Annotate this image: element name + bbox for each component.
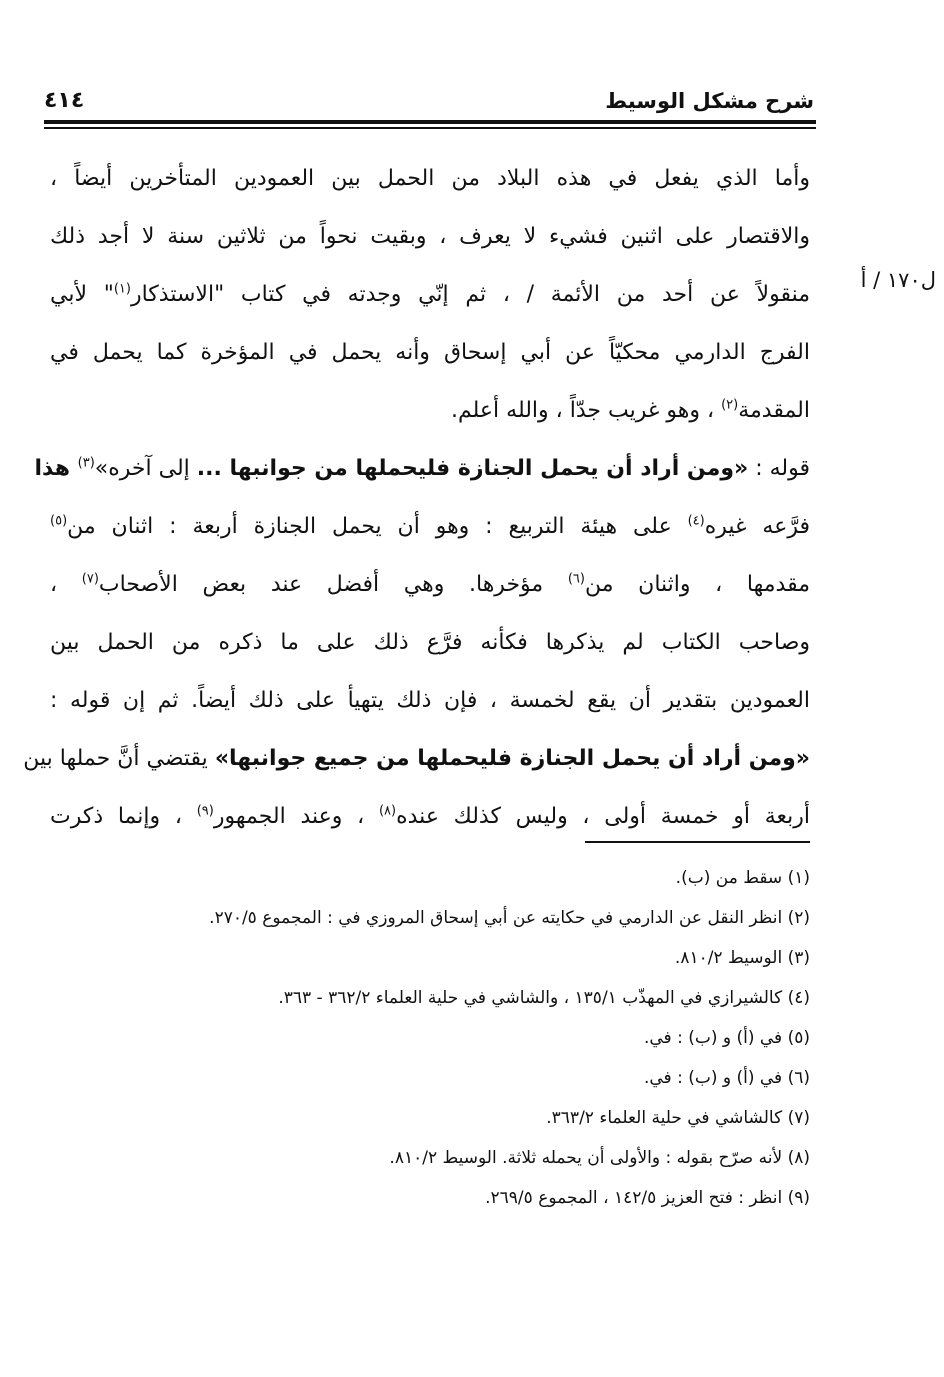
footnote: (٦) في (أ) و (ب) : في. xyxy=(643,1068,810,1088)
text-line xyxy=(23,730,810,788)
text-segment: أربعة أو خمسة أولى ، وليس كذلك عنده xyxy=(396,804,810,829)
text-segment: والاقتصار على اثنين فشيء لا يعرف ، وبقيت نحواً من ثلاثين سنة لا أجد ذلك xyxy=(50,224,810,249)
text-line xyxy=(34,440,810,498)
text-segment: إلى آخره» xyxy=(94,456,197,481)
footnote-marker: (٤) xyxy=(687,513,705,529)
quoted-text: «ومن أراد أن يحمل الجنازة فليحملها من جوانبها ... xyxy=(196,456,749,481)
page-header xyxy=(44,86,814,122)
text-line xyxy=(50,556,810,614)
footnote: (٨) لأنه صرّح بقوله : والأولى أن يحمله ثلاثة. الوسيط ٨١٠/٢. xyxy=(389,1148,810,1168)
footnote: (٤) كالشيرازي في المهذّب ١٣٥/١ ، والشاشي في حلية العلماء ٣٦٢/٢ - ٣٦٣. xyxy=(278,988,810,1008)
text-segment: ، xyxy=(50,572,82,597)
footnote: (٩) انظر : فتح العزيز ١٤٢/٥ ، المجموع ٢٦٩/٥. xyxy=(485,1188,810,1208)
text-segment: فرَّعه غيره xyxy=(704,514,810,539)
footnote-marker: (٨) xyxy=(378,803,397,819)
footnote-marker: (٥) xyxy=(50,513,68,529)
quoted-text: «ومن أراد أن يحمل الجنازة فليحملها من جميع جوانبها» xyxy=(214,746,810,771)
manuscript-folio-note: ل١٧٠ / أ xyxy=(860,268,936,292)
footnote: (٥) في (أ) و (ب) : في. xyxy=(643,1028,810,1048)
footnote-marker: (٣) xyxy=(77,455,95,471)
main-text xyxy=(23,150,810,846)
footnote: (٣) الوسيط ٨١٠/٢. xyxy=(674,948,810,968)
text-segment: الفرج الدارمي محكيّاً عن أبي إسحاق وأنه يحمل في المؤخرة كما يحمل في xyxy=(50,340,810,365)
text-segment: مؤخرها. وهي أفضل عند بعض الأصحاب xyxy=(98,572,568,597)
footnote-marker: (٧) xyxy=(81,571,99,587)
text-line xyxy=(50,324,810,382)
text-segment: على هيئة التربيع : وهو أن يحمل الجنازة أربعة : اثنان من xyxy=(67,514,688,539)
footnotes xyxy=(60,858,810,1218)
footnote-marker: (٦) xyxy=(567,571,585,587)
text-line xyxy=(50,150,810,208)
text-segment: مقدمها ، واثنان من xyxy=(584,572,810,597)
text-segment: قوله : xyxy=(748,456,810,481)
footnote: (٢) انظر النقل عن الدارمي في حكايته عن أبي إسحاق المروزي في : المجموع ٢٧٠/٥. xyxy=(209,908,810,928)
text-line xyxy=(50,788,810,846)
text-segment: وأما الذي يفعل في هذه البلاد من الحمل بين العمودين المتأخرين أيضاً ، xyxy=(50,166,810,191)
text-segment: المقدمة xyxy=(738,398,810,423)
text-segment: منقولاً عن أحد من الأئمة / ، ثم إنّي وجدته في كتاب "الاستذكار xyxy=(130,282,810,307)
text-line xyxy=(50,208,810,266)
text-segment: وصاحب الكتاب لم يذكرها فكأنه فرَّع ذلك على ما ذكره من الحمل بين xyxy=(50,630,810,655)
text-segment: " لأبي xyxy=(50,282,114,307)
footnote-marker: (٩) xyxy=(196,803,214,819)
footnote: (٧) كالشاشي في حلية العلماء ٣٦٣/٢. xyxy=(546,1108,810,1128)
text-segment: ، وهو غريب جدّاً ، والله أعلم. xyxy=(451,398,722,423)
text-line xyxy=(50,672,810,730)
text-line xyxy=(50,614,810,672)
footnote-marker: (٢) xyxy=(721,397,739,413)
header-rule-thin xyxy=(44,127,816,129)
text-line xyxy=(50,382,810,440)
quoted-text: هذا xyxy=(34,456,78,481)
header-rule-thick xyxy=(44,120,816,124)
footnote: (١) سقط من (ب). xyxy=(675,868,810,888)
page-number: ٤١٤ xyxy=(44,88,85,113)
text-segment: يقتضي أنَّ حملها بين xyxy=(23,746,215,771)
footnote-separator xyxy=(585,841,810,843)
text-line xyxy=(50,266,810,324)
text-segment: العمودين بتقدير أن يقع لخمسة ، فإن ذلك يتهيأ على ذلك أيضاً. ثم إن قوله : xyxy=(50,688,810,713)
text-segment: ، وعند الجمهور xyxy=(213,804,379,829)
footnote-marker: (١) xyxy=(113,281,131,297)
text-segment: ، وإنما ذكرت xyxy=(50,804,197,829)
book-title: شرح مشكل الوسيط xyxy=(605,89,814,113)
text-line xyxy=(50,498,810,556)
